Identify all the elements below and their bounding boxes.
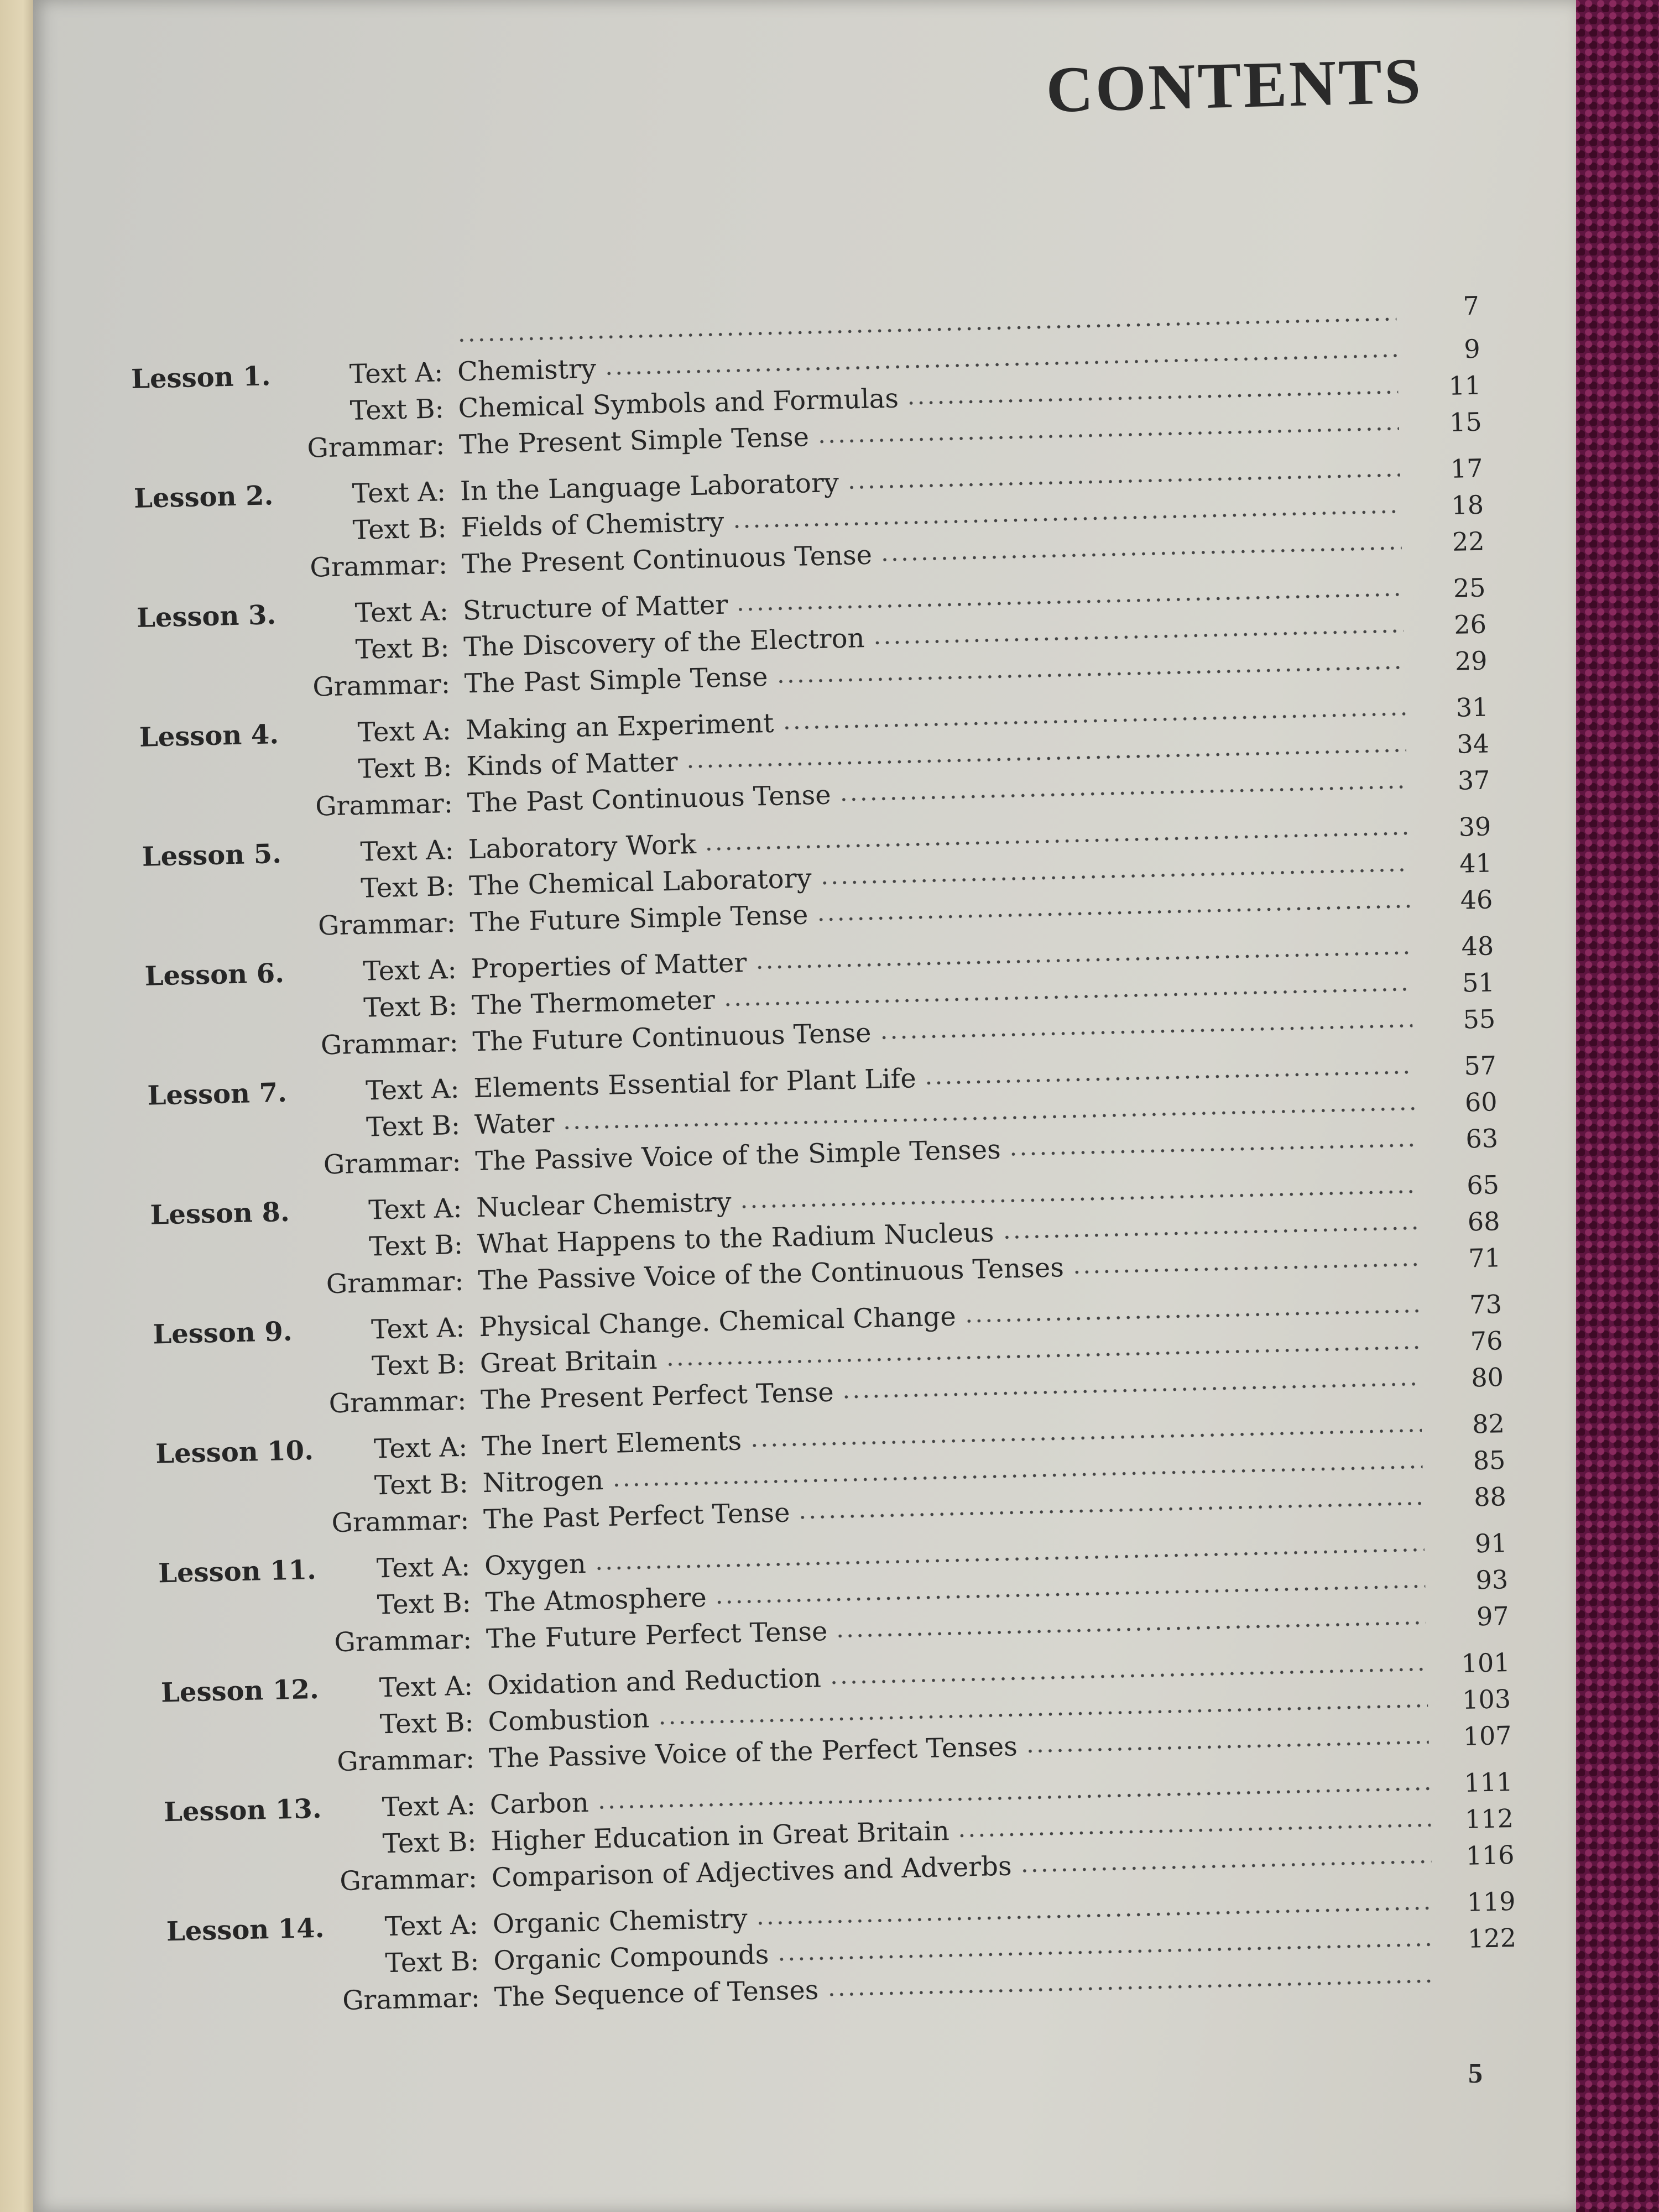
entry-title: In the Language Laboratory — [460, 467, 839, 507]
dot-leader — [735, 592, 1403, 612]
entry-title: Water — [474, 1107, 555, 1141]
entry-title: Nuclear Chemistry — [476, 1186, 732, 1224]
entry-title: The Past Simple Tense — [464, 661, 769, 700]
toc-page-number: 46 — [1460, 884, 1493, 915]
entry-title: The Thermometer — [471, 984, 716, 1021]
toc-page-number: 41 — [1459, 848, 1493, 879]
lesson-label: Lesson 5. — [142, 838, 282, 873]
toc-page-number: 48 — [1461, 931, 1494, 962]
entry-title: Laboratory Work — [468, 829, 697, 865]
toc-page-number: 71 — [1468, 1243, 1501, 1274]
toc-page-number: 55 — [1463, 1004, 1496, 1035]
toc-page-number: 18 — [1451, 489, 1484, 520]
entry-title: The Sequence of Tenses — [494, 1974, 819, 2013]
entry-type: Grammar: — [315, 787, 453, 822]
entry-type: Text A: — [379, 1670, 473, 1704]
entry-title: Chemistry — [457, 353, 597, 388]
entry-title: The Future Perfect Tense — [486, 1615, 828, 1655]
entry-type: Text B: — [384, 1945, 479, 1979]
dot-leader — [1001, 1225, 1417, 1240]
entry-title: Elements Essential for Plant Life — [473, 1063, 917, 1104]
entry-type: Text A: — [357, 715, 452, 748]
dot-leader — [906, 389, 1399, 406]
toc-page-number: 22 — [1452, 526, 1485, 557]
entry-type: Grammar: — [328, 1385, 467, 1420]
entry-type: Grammar: — [320, 1026, 459, 1061]
lesson-label: Lesson 10. — [155, 1435, 314, 1470]
dot-leader — [820, 867, 1409, 886]
toc-page-number: 111 — [1464, 1766, 1514, 1798]
entry-type: Grammar: — [342, 1982, 481, 2017]
entry-type: Text B: — [360, 870, 455, 904]
dot-leader — [817, 426, 1399, 445]
entry-title: Organic Chemistry — [492, 1903, 748, 1940]
lesson-label: Lesson 8. — [149, 1196, 290, 1231]
dot-leader — [797, 1500, 1423, 1520]
entry-type: Grammar: — [317, 907, 456, 942]
entry-type: Grammar: — [331, 1504, 469, 1539]
toc-page-number: 31 — [1455, 692, 1489, 723]
toc-page-number: 76 — [1470, 1326, 1503, 1357]
dot-leader — [957, 1822, 1431, 1838]
toc-page-number: 60 — [1464, 1087, 1498, 1118]
entry-type: Grammar: — [323, 1146, 462, 1181]
entry-type: Text A: — [352, 476, 446, 509]
entry-title: Structure of Matter — [462, 589, 728, 627]
toc-page-number: 17 — [1450, 453, 1484, 484]
toc-page-number: 34 — [1456, 728, 1490, 759]
entry-title: The Atmosphere — [485, 1582, 707, 1619]
entry-type: Text B: — [382, 1826, 477, 1860]
toc-page-number: 68 — [1467, 1206, 1501, 1237]
dot-leader — [739, 1189, 1417, 1210]
entry-type: Text B: — [357, 752, 452, 785]
toc-page-number — [1434, 1983, 1517, 1985]
entry-type: Text B: — [377, 1587, 472, 1621]
entry-title: The Passive Voice of the Perfect Tenses — [488, 1731, 1018, 1774]
entry-type: Text B: — [368, 1229, 463, 1262]
entry-title: What Happens to the Radium Nucleus — [477, 1217, 994, 1260]
entry-title: The Past Perfect Tense — [483, 1497, 791, 1536]
entry-title: Physical Change. Chemical Change — [478, 1301, 957, 1343]
entry-title: Nitrogen — [482, 1465, 604, 1499]
toc-page-number: 103 — [1462, 1683, 1511, 1715]
entry-title: Great Britain — [479, 1344, 658, 1380]
entry-title: Chemical Symbols and Formulas — [458, 383, 899, 424]
dot-leader — [749, 1428, 1422, 1449]
dot-leader — [781, 711, 1405, 731]
dot-leader — [847, 472, 1400, 491]
entry-type: Text B: — [379, 1707, 474, 1740]
entry-title: The Past Continuous Tense — [467, 779, 832, 819]
toc-page-number: 73 — [1469, 1289, 1503, 1320]
entry-title: The Passive Voice of the Simple Tenses — [474, 1134, 1001, 1177]
entry-type: Text B: — [363, 990, 458, 1024]
toc-page-number: 107 — [1463, 1720, 1512, 1751]
dot-leader — [964, 1308, 1419, 1324]
lesson-label: Lesson 12. — [160, 1673, 320, 1709]
toc-page-number: 37 — [1457, 765, 1490, 796]
toc-page-number: 39 — [1458, 811, 1491, 842]
entry-type: Text A: — [368, 1192, 463, 1226]
entry-type: Text A: — [376, 1551, 471, 1584]
entry-type: Text B: — [371, 1348, 466, 1382]
table-of-contents — [130, 290, 1517, 2023]
dot-leader — [879, 1023, 1413, 1041]
entry-type: Grammar: — [333, 1624, 472, 1658]
dot-leader — [1020, 1859, 1432, 1874]
dot-leader — [1009, 1142, 1416, 1157]
entry-type: Grammar: — [309, 549, 448, 583]
entry-title: Combustion — [487, 1703, 650, 1738]
page-number: 5 — [1468, 2058, 1483, 2089]
entry-type: Grammar: — [339, 1863, 478, 1897]
toc-page-number: 51 — [1462, 967, 1495, 998]
toc-page-number: 97 — [1476, 1601, 1510, 1632]
toc-page-number: 9 — [1463, 333, 1481, 364]
entry-type: Text A: — [365, 1073, 460, 1107]
dot-leader — [1072, 1262, 1418, 1275]
dot-leader — [826, 1978, 1434, 1997]
toc-page-number: 85 — [1473, 1445, 1506, 1476]
toc-page-number: 119 — [1466, 1886, 1516, 1917]
dot-leader — [776, 1942, 1433, 1962]
entry-title: The Inert Elements — [481, 1425, 742, 1463]
toc-page-number: 25 — [1453, 572, 1486, 603]
entry-title: The Future Simple Tense — [469, 899, 808, 938]
lesson-label: Lesson 11. — [158, 1554, 317, 1589]
entry-type: Text A: — [362, 953, 457, 987]
toc-page-number: 112 — [1464, 1803, 1514, 1834]
dot-leader — [816, 904, 1410, 922]
lesson-label: Lesson 6. — [144, 957, 285, 992]
lesson-label: Lesson 9. — [152, 1316, 293, 1350]
entry-title: The Present Continuous Tense — [461, 539, 873, 580]
entry-type: Text B: — [352, 513, 447, 546]
toc-page-number: 91 — [1474, 1528, 1508, 1559]
dot-leader — [839, 784, 1407, 802]
toc-page-number: 88 — [1473, 1481, 1507, 1512]
toc-page-number: 63 — [1465, 1123, 1499, 1154]
entry-title: Higher Education in Great Britain — [490, 1815, 950, 1857]
dot-leader — [732, 509, 1401, 529]
dot-leader — [924, 1070, 1414, 1086]
toc-page-number: 15 — [1449, 406, 1483, 437]
entry-type: Text A: — [371, 1312, 465, 1345]
toc-page-number: 57 — [1463, 1050, 1497, 1081]
entry-title: The Future Continuous Tense — [472, 1017, 872, 1058]
entry-type: Grammar: — [312, 669, 451, 703]
toc-page-number: 26 — [1453, 609, 1487, 640]
toc-page-number: 122 — [1467, 1922, 1517, 1954]
dot-leader — [880, 545, 1402, 562]
lesson-label: Lesson 3. — [136, 599, 276, 634]
lesson-label: Lesson 4. — [139, 719, 279, 753]
entry-title: The Present Perfect Tense — [480, 1376, 834, 1416]
entry-title: Comparison of Adjectives and Adverbs — [491, 1850, 1013, 1893]
entry-title: Oxidation and Reduction — [487, 1662, 822, 1701]
entry-type: Text B: — [355, 632, 450, 665]
toc-page-number: 101 — [1461, 1647, 1511, 1678]
entry-title: Organic Compounds — [493, 1939, 769, 1976]
book-page — [33, 0, 1576, 2212]
dot-leader — [776, 665, 1405, 685]
toc-page-number: 7 — [1463, 290, 1480, 321]
entry-type: Text B: — [374, 1468, 469, 1501]
toc-page-number: 116 — [1465, 1839, 1515, 1871]
entry-title: The Chemical Laboratory — [468, 863, 812, 902]
lesson-label: Lesson 2. — [133, 480, 274, 514]
entry-type: Grammar: — [336, 1743, 475, 1778]
entry-title: Kinds of Matter — [466, 746, 679, 782]
entry-type: Text A: — [349, 357, 444, 390]
toc-page-number: 65 — [1466, 1170, 1500, 1201]
dot-leader — [829, 1666, 1427, 1686]
dot-leader — [1025, 1739, 1429, 1754]
page-title: CONTENTS — [1045, 44, 1424, 126]
entry-title: Carbon — [489, 1787, 589, 1820]
entry-title: The Passive Voice of the Continuous Tenses — [477, 1252, 1065, 1297]
entry-title: Properties of Matter — [471, 947, 747, 985]
toc-page-number: 82 — [1472, 1408, 1505, 1439]
entry-title: The Discovery of the Electron — [463, 623, 865, 663]
entry-type: Text B: — [349, 393, 445, 427]
entry-title: Oxygen — [484, 1548, 587, 1582]
toc-page-number: 11 — [1448, 370, 1481, 401]
dot-leader — [754, 950, 1411, 971]
entry-title: Fields of Chemistry — [460, 506, 724, 544]
lesson-label: Lesson 7. — [147, 1077, 288, 1112]
toc-page-number: 80 — [1470, 1362, 1504, 1393]
entry-type: Grammar: — [326, 1265, 465, 1300]
lesson-label: Lesson 13. — [163, 1793, 322, 1828]
entry-type: Grammar: — [306, 430, 445, 464]
entry-title: Making an Experiment — [465, 707, 774, 746]
entry-type: Text A: — [384, 1909, 479, 1943]
toc-page-number: 93 — [1475, 1564, 1509, 1595]
lesson-label: Lesson 1. — [131, 361, 271, 395]
toc-page-number: 29 — [1454, 645, 1488, 676]
entry-type: Text A: — [373, 1431, 468, 1465]
entry-type: Text B: — [366, 1109, 461, 1143]
dot-leader — [835, 1620, 1426, 1639]
entry-type: Text A: — [360, 834, 455, 868]
entry-type: Text A: — [382, 1790, 476, 1823]
lesson-label: Lesson 14. — [166, 1912, 325, 1948]
entry-type: Text A: — [354, 596, 449, 629]
entry-title: The Present Simple Tense — [458, 421, 810, 461]
dot-leader — [873, 628, 1404, 646]
dot-leader — [755, 1905, 1433, 1926]
dot-leader — [842, 1381, 1421, 1400]
